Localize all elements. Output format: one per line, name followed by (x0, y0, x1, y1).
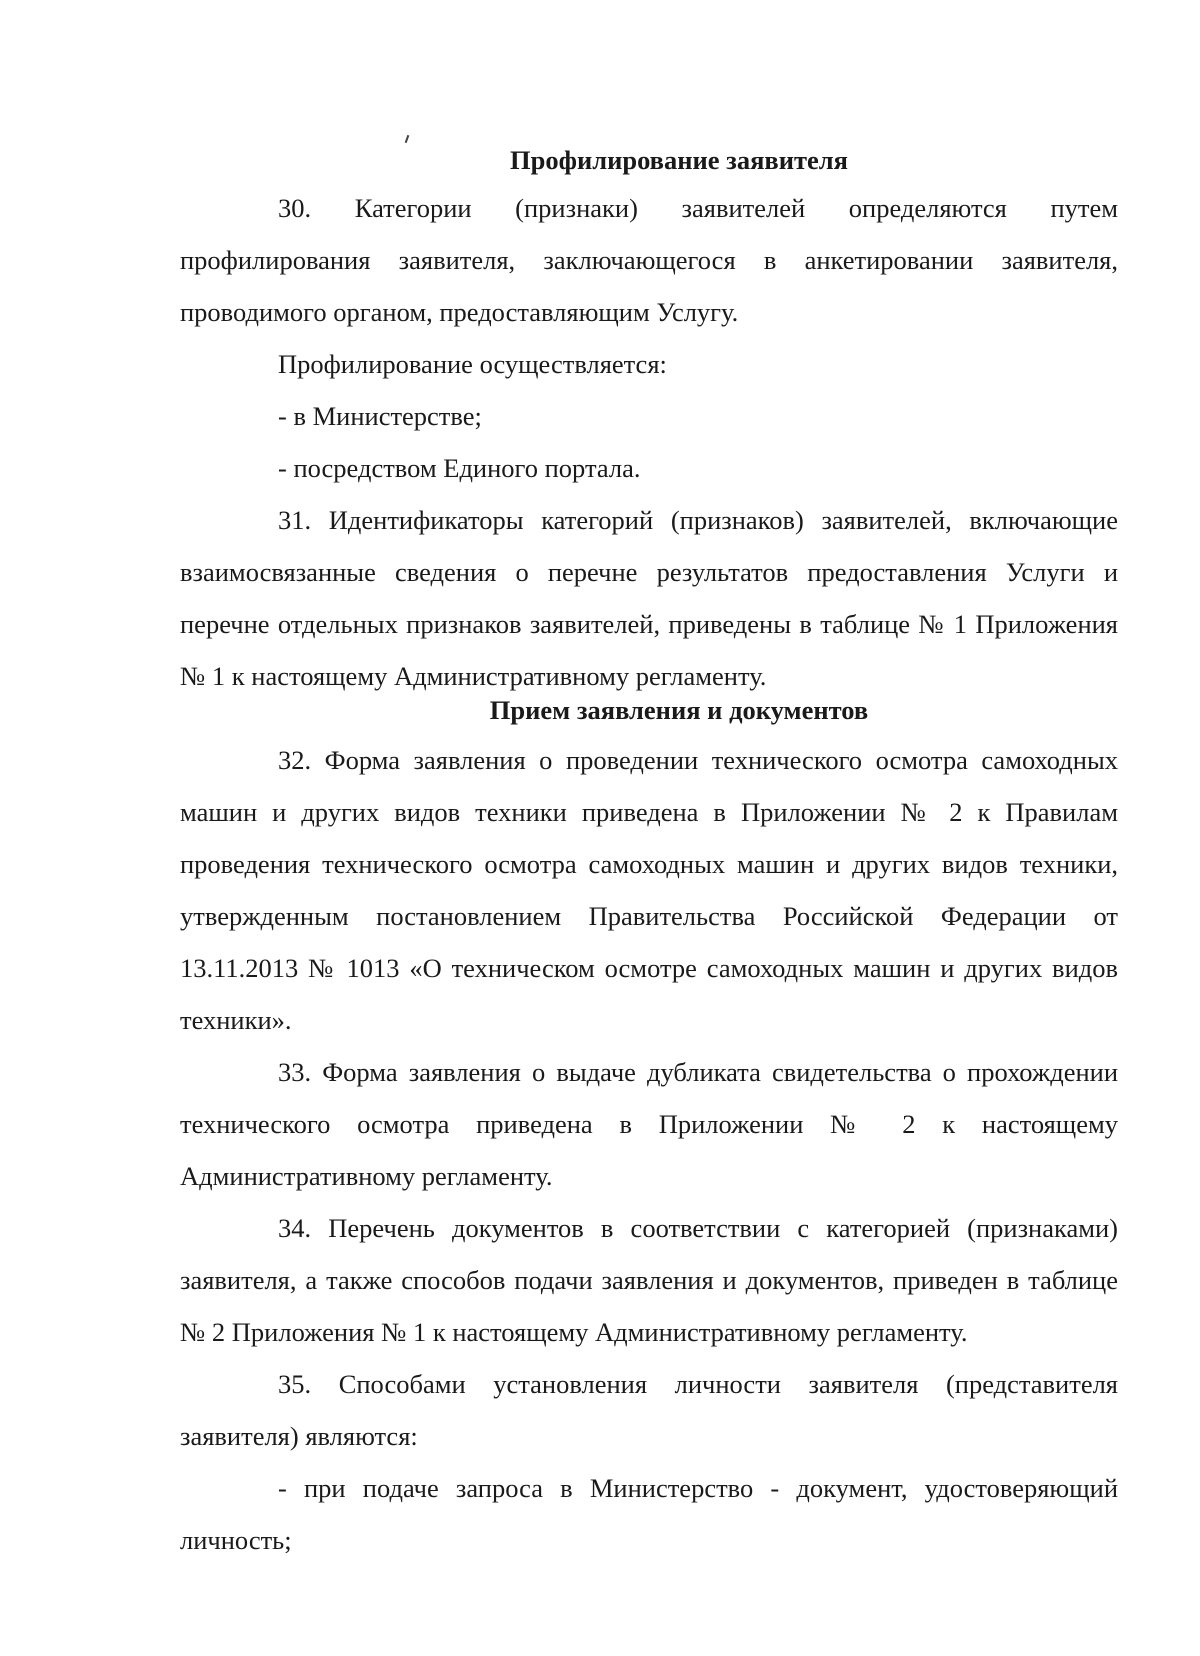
section-heading-application: Прием заявления и документов (489, 695, 869, 725)
section-profiling-body (180, 182, 1118, 702)
paragraph-35: 35. Способами установления личности заявителя (представителя заявителя) являются: (180, 1369, 1118, 1451)
profiling-item-portal: - посредством Единого портала. (278, 453, 641, 483)
profiling-item-ministry: - в Министерстве; (278, 401, 482, 431)
paragraph-34: 34. Перечень документов в соответствии с категорией (признаками) заявителя, а также способов подачи заявления и документов, приведен в таблице № 2 Приложения № 1 к настоящему Административному регламенту. (180, 1213, 1118, 1347)
profiling-intro: Профилирование осуществляется: (278, 349, 667, 379)
paragraph-31: 31. Идентификаторы категорий (признаков) заявителей, включающие взаимосвязанные сведения о перечне результатов предоставления Услуги и перечне отдельных признаков заявителей, приведены в таблице № 1 Приложения № 1 к настоящему Административному регламенту. (180, 505, 1118, 691)
paragraph-30: 30. Категории (признаки) заявителей определяются путем профилирования заявителя, заключающегося в анкетировании заявителя, проводимого органом, предоставляющим Услугу. (180, 193, 1118, 327)
section-application-body (180, 734, 1118, 1566)
paragraph-33: 33. Форма заявления о выдаче дубликата свидетельства о прохождении технического осмотра приведена в Приложении № 2 к настоящему Административному регламенту. (180, 1057, 1118, 1191)
paragraph-35-item-ministry: - при подаче запроса в Министерство - документ, удостоверяющий личность; (180, 1473, 1118, 1555)
paragraph-32: 32. Форма заявления о проведении технического осмотра самоходных машин и других видов техники приведена в Приложении № 2 к Правилам проведения технического осмотра самоходных машин и других видов техники, утвержденным постановлением Правительства Российской Федерации от 13.11.2013 № 1013 «О техническом осмотре самоходных машин и других видов техники». (180, 745, 1118, 1035)
section-heading-profiling: Профилирование заявителя (510, 145, 848, 175)
